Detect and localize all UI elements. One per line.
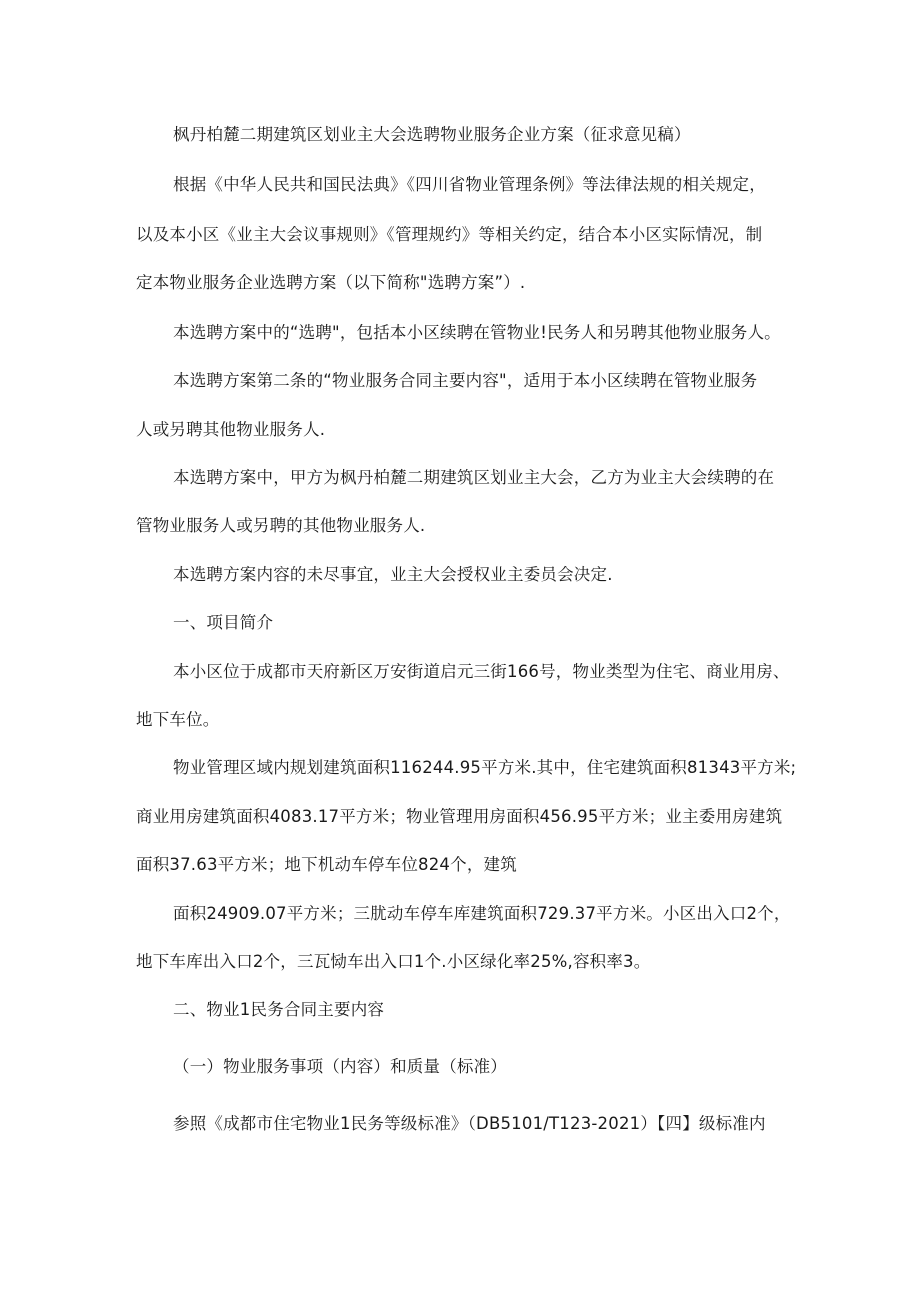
section-heading-project-overview: 一、项目简介 — [173, 613, 274, 632]
paragraph-selection-definition: 本选聘方案中的“选聘"，包括本小区续聘在管物业!民务人和另聘其他物业服务人。 — [173, 323, 781, 342]
paragraph-service-standard: 参照《成都市住宅物业1民务等级标准》（DB5101/T123-2021）【四】级标准内 — [173, 1114, 766, 1133]
paragraph-authorization: 本选聘方案内容的未尽事宜，业主大会授权业主委员会决定. — [173, 565, 613, 584]
paragraph-location-line-2: 地下车位。 — [136, 710, 220, 729]
document-title: 枫丹柏麓二期建筑区划业主大会选聘物业服务企业方案（征求意见稿） — [173, 125, 691, 144]
paragraph-legal-basis-line-1: 根据《中华人民共和国民法典》《四川省物业管理条例》等法律法规的相关规定， — [173, 175, 766, 194]
paragraph-contract-scope-line-2: 人或另聘其他物业服务人. — [136, 420, 326, 439]
paragraph-location-line-1: 本小区位于成都市天府新区万安街道启元三街166号，物业类型为住宅、商业用房、 — [173, 662, 790, 681]
paragraph-parties-line-1: 本选聘方案中，甲方为枫丹柏麓二期建筑区划业主大会，乙方为业主大会续聘的在 — [173, 468, 775, 487]
paragraph-garage-line-2: 地下车库出入口2个，三瓦恸车出入口1个.小区绿化率25%,容积率3。 — [136, 952, 651, 971]
paragraph-legal-basis-line-3: 定本物业服务企业选聘方案（以下简称"选聘方案”）. — [136, 273, 526, 292]
paragraph-area-line-2: 商业用房建筑面积4083.17平方米；物业管理用房面积456.95平方米；业主委用房建筑 — [136, 807, 783, 826]
subsection-heading-service-items: （一）物业服务事项（内容）和质量（标准） — [173, 1057, 507, 1076]
paragraph-contract-scope-line-1: 本选聘方案第二条的“物业服务合同主要内容"，适用于本小区续聘在管物业服务 — [173, 371, 758, 390]
paragraph-area-line-1: 物业管理区域内规划建筑面积116244.95平方米.其中，住宅建筑面积81343平方米; — [173, 758, 797, 777]
paragraph-parties-line-2: 管物业服务人或另聘的其他物业服务人. — [136, 516, 426, 535]
paragraph-legal-basis-line-2: 以及本小区《业主大会议事规则》《管理规约》等相关约定，结合本小区实际情况，制 — [136, 225, 763, 244]
section-heading-contract-content: 二、物业1民务合同主要内容 — [173, 1000, 385, 1019]
paragraph-garage-line-1: 面积24909.07平方米；三肬动车停车库建筑面积729.37平方米。小区出入口2个， — [173, 904, 791, 923]
paragraph-area-line-3: 面积37.63平方米；地下机动车停车位824个，建筑 — [136, 855, 517, 874]
